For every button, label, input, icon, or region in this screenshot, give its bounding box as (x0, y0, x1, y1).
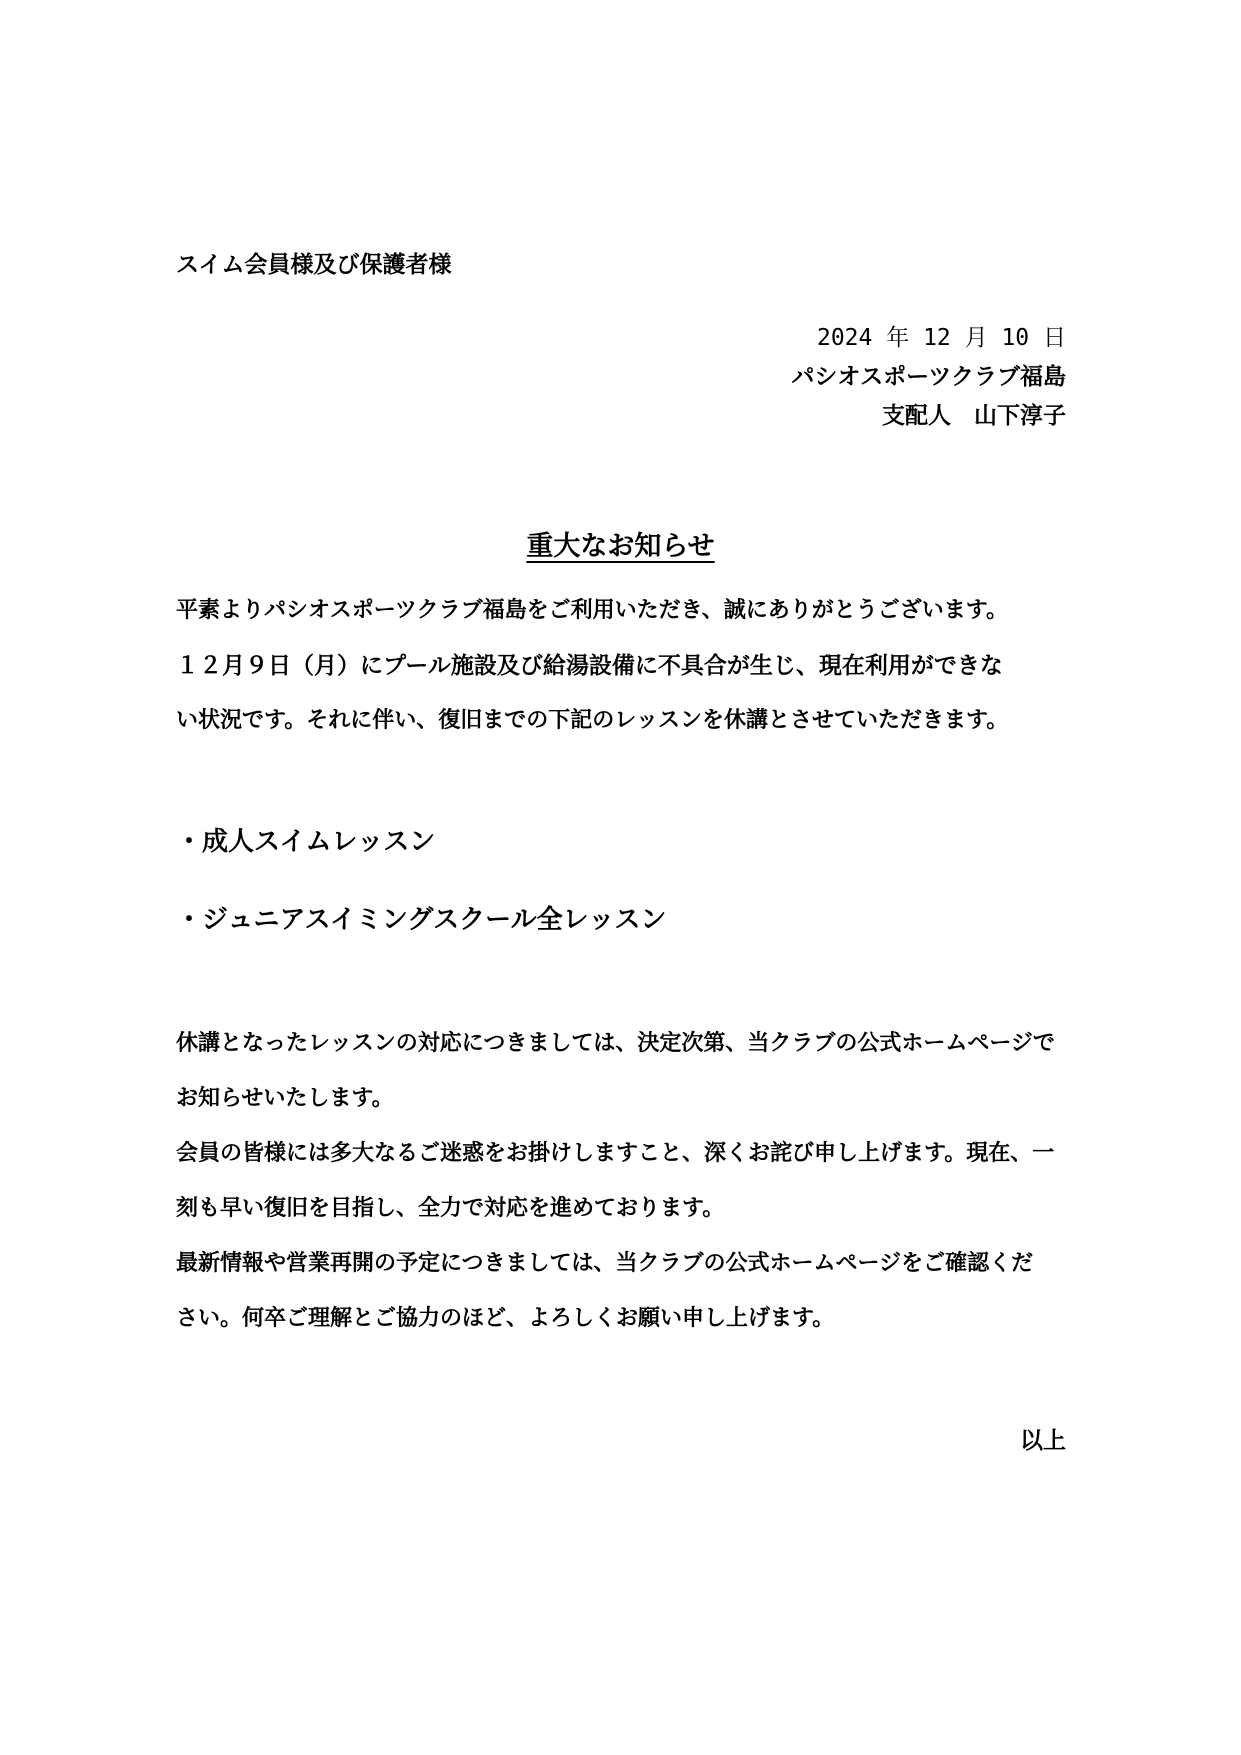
body-line-5: 最新情報や営業再開の予定につきましては、当クラブの公式ホームページをご確認くだ (176, 1251, 1034, 1276)
body-line-2: お知らせいたします。 (176, 1086, 394, 1111)
issue-date: 2024 年 12 月 10 日 (816, 325, 1066, 351)
body-line-1: 休講となったレッスンの対応につきましては、決定次第、当クラブの公式ホームページで (176, 1031, 1055, 1056)
addressee: スイム会員様及び保護者様 (176, 252, 452, 278)
manager-signature: 支配人 山下淳子 (882, 403, 1066, 429)
club-name: パシオスポーツクラブ福島 (791, 364, 1066, 390)
closing-remark: 以上 (1020, 1428, 1066, 1454)
intro-line-3: い状況です。それに伴い、復旧までの下記のレッスンを休講とさせていただきます。 (176, 708, 1009, 733)
body-line-3: 会員の皆様には多大なるご迷惑をお掛けしますこと、深くお詫び申し上げます。現在、一 (176, 1141, 1055, 1166)
body-line-6: さい。何卒ご理解とご協力のほど、よろしくお願い申し上げます。 (176, 1306, 835, 1331)
intro-line-2: １２月９日（月）にプール施設及び給湯設備に不具合が生じ、現在利用ができな (176, 653, 1003, 679)
intro-line-1: 平素よりパシオスポーツクラブ福島をご利用いただき、誠にありがとうございます。 (176, 598, 1009, 623)
lesson-item-adult-swim: ・成人スイムレッスン (176, 827, 436, 857)
lesson-item-junior-swim: ・ジュニアスイミングスクール全レッスン (176, 905, 667, 935)
body-line-4: 刻も早い復旧を目指し、全力で対応を進めております。 (176, 1196, 725, 1221)
page-title: 重大なお知らせ (526, 531, 715, 562)
